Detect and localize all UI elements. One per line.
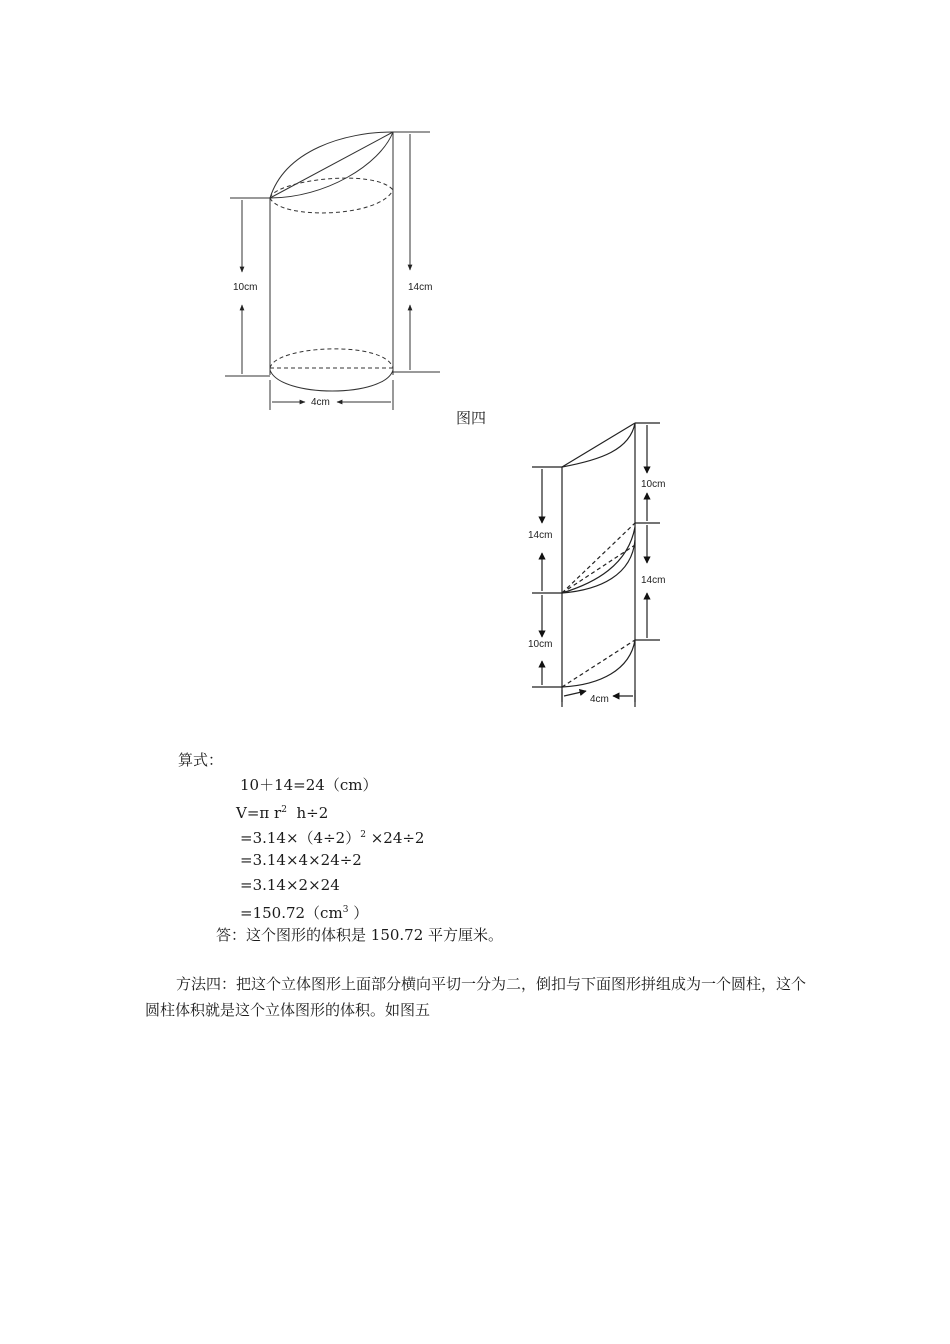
label-top-right-10cm: 10cm — [641, 479, 666, 490]
answer-text: 答：这个图形的体积是 150.72 平方厘米。 — [216, 926, 504, 944]
calc-line-6: $=150.72(cm^3$ ） — [240, 904, 369, 922]
cut-cylinder-figure — [520, 415, 670, 710]
figure-caption: 图四 — [456, 409, 487, 427]
calc-line-4: =3.14×4×24÷2 — [240, 851, 362, 869]
label-4cm: 4cm — [311, 397, 330, 408]
calc-line-3: $=3.14\times(4\div 2)^2 \times 24\div 2$ — [240, 829, 425, 847]
label-10cm: 10cm — [233, 282, 258, 293]
method-four-paragraph: 方法四：把这个立体图形上面部分横向平切一分为二，倒扣与下面图形拼组成为一个圆柱，这个圆柱体积就是这个立体图形的体积。如图五 — [145, 975, 807, 1019]
label-mid-right-14cm: 14cm — [641, 575, 666, 586]
calc-line-2: V=π $r^2$ h÷2 — [236, 804, 329, 822]
calc-line-1: 10＋14=24（cm） — [240, 776, 378, 794]
calc-line-5: =3.14×2×24 — [240, 876, 340, 894]
label-left-10cm: 10cm — [528, 639, 553, 650]
label-14cm: 14cm — [408, 282, 433, 293]
label-left-14cm: 14cm — [528, 530, 553, 541]
calc-title: 算式： — [178, 751, 224, 769]
label-bottom-4cm: 4cm — [590, 694, 609, 705]
cylinder-figure — [215, 120, 445, 415]
